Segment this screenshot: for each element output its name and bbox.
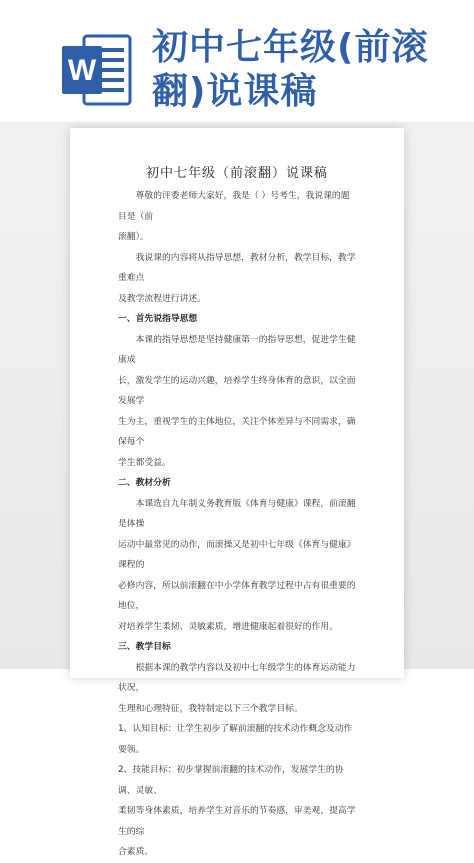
list-item-skill-goal-cont-1: 柔韧等身体素质，培养学生对音乐的节奏感，审美观，提高学生的综 [118,806,356,837]
document-body [118,186,358,863]
section-heading-teaching-goals: 三、教学目标 [118,642,171,652]
header-banner [0,0,474,130]
paragraph-ideology-cont-3: 学生都受益。 [118,457,171,468]
paragraph-greeting-cont: 滚翻）。 [118,232,149,242]
word-document-icon [60,30,134,110]
paragraph-material-cont-1: 运动中最常见的动作，而滚操又是初中七年级《体育与健康》课程的 [118,539,356,570]
section-heading-guiding-ideology: 一、首先说指导思想 [118,314,198,324]
paragraph-outline: 我说课的内容将从指导思想，教材分析，教学目标，教学重难点 [118,252,356,283]
page-title-line-1: 初中七年级(前滚 [152,27,429,68]
paragraph-ideology-cont-2: 生为主，重视学生的主体地位，关注个体差异与不同需求，确保每个 [118,416,356,447]
section-heading-material-analysis: 二、教材分析 [118,478,171,488]
paragraph-goals: 根据本课的教学内容以及初中七年级学生的体育运动能力状况， [118,662,356,693]
paragraph-ideology: 本课的指导思想是坚持健康第一的指导思想，促进学生健康成 [118,334,356,365]
list-item-cognitive-goal: 1、认知目标：让学生初步了解前滚翻的技术动作概念及动作要领。 [118,724,353,755]
page-title [152,26,452,114]
paragraph-greeting: 尊敬的评委老师大家好，我是（ ）号考生，我说课的题目是（前 [118,191,350,222]
paragraph-ideology-cont-1: 长，激发学生的运动兴趣，培养学生终身体育的意识，以全面发展学 [118,375,356,406]
paragraph-material: 本课选自九年制义务教育版《体育与健康》课程，前滚翻是体操 [118,498,356,529]
document-title: 初中七年级（前滚翻）说课稿 [145,166,328,181]
document-page [70,128,404,857]
paragraph-material-cont-3: 对培养学生柔韧、灵敏素质，增进健康起着很好的作用。 [118,621,338,632]
word-icon-letter: W [67,54,97,87]
list-item-skill-goal-cont-2: 合素质。 [118,847,154,857]
paragraph-material-cont-2: 必修内容，所以前滚翻在中小学体育教学过程中占有很重要的地位， [118,580,356,611]
page-title-line-2: 翻)说课稿 [152,71,318,112]
paragraph-outline-cont: 及教学流程进行讲述。 [118,293,206,304]
paragraph-goals-cont: 生理和心理特征，我特制定以下三个教学目标。 [118,703,303,714]
list-item-skill-goal: 2、技能目标：初步掌握前滚翻的技术动作，发展学生的协调、灵敏、 [118,765,344,796]
